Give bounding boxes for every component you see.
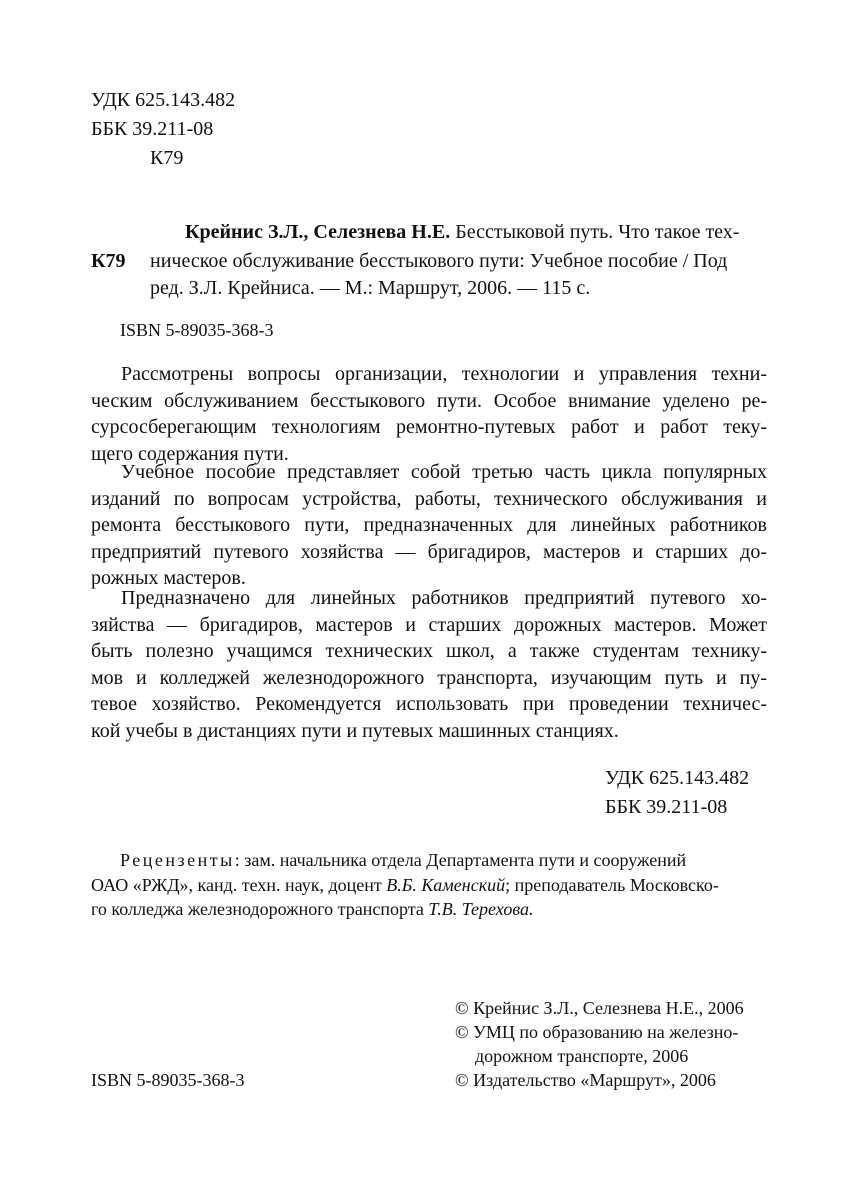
abstract-p1-line: ческим обслуживанием бесстыкового пути. Особое внимание уделено ре- xyxy=(91,389,767,412)
abstract-p3-line: зяйства — бригадиров, мастеров и старших дорожных мастеров. Может xyxy=(91,613,767,636)
udk-code: УДК 625.143.482 xyxy=(91,89,236,111)
abstract-p2-line: Учебное пособие представляет собой третью часть цикла популярных xyxy=(121,461,767,483)
abstract-paragraph-3 xyxy=(91,585,767,744)
bbk-code: ББК 39.211-08 xyxy=(91,118,214,140)
reviewer-name-1: В.Б. Каменский xyxy=(386,875,506,895)
abstract-paragraph-1 xyxy=(91,361,767,467)
abstract-paragraph-2 xyxy=(91,459,767,592)
abstract-p2-line: предприятий путевого хозяйства — бригадиров, мастеров и старших до- xyxy=(91,540,767,563)
reviewers-text-1: : зам. начальника отдела Департамента пути и сооружений xyxy=(234,850,687,870)
copyright-umc-line-1: © УМЦ по образованию на железно- xyxy=(455,1022,739,1042)
abstract-p1-line: Рассмотрены вопросы организации, технологии и управления техни- xyxy=(121,363,767,385)
bib-line-1 xyxy=(185,220,765,244)
abstract-p3-line: Предназначено для линейных работников предприятий путевого хо- xyxy=(121,587,767,609)
abstract-p1-line: сурсосберегающим технологиям ремонтно-путевых работ и работ теку- xyxy=(91,416,767,438)
reviewers-line-1 xyxy=(120,848,686,872)
bib-authors: Крейнис З.Л., Селезнева Н.Е. xyxy=(185,221,451,243)
reviewers-text-3a: го колледжа железнодорожного транспорта xyxy=(91,899,429,919)
isbn-bottom: ISBN 5-89035-368-3 xyxy=(91,1070,245,1090)
reviewers-line-2 xyxy=(91,873,719,897)
udk-code-right: УДК 625.143.482 xyxy=(605,767,750,789)
abstract-p2-line: ремонта бесстыкового пути, предназначенных для линейных работников xyxy=(91,514,767,536)
reviewers-text-2b: ; преподаватель Московско- xyxy=(505,875,719,895)
abstract-p2-line: изданий по вопросам устройства, работы, технического обслуживания и xyxy=(91,487,767,510)
bib-author-mark: К79 xyxy=(91,250,126,272)
reviewers-label: Рецензенты xyxy=(120,850,235,870)
abstract-p2-line: рожных мастеров. xyxy=(91,567,246,589)
bib-line-3: ред. З.Л. Крейниса. — М.: Маршрут, 2006. — 115 с. xyxy=(150,277,591,299)
reviewers-text-2a: ОАО «РЖД», канд. техн. наук, доцент xyxy=(91,875,387,895)
copyright-authors: © Крейнис З.Л., Селезнева Н.Е., 2006 xyxy=(455,998,744,1018)
bbk-code-right: ББК 39.211-08 xyxy=(605,796,728,818)
bib-line-2: ническое обслуживание бесстыкового пути: Учебное пособие / Под xyxy=(150,250,728,272)
copyright-umc-line-2: дорожном транспорте, 2006 xyxy=(475,1046,689,1066)
reviewers-line-3 xyxy=(91,897,534,921)
abstract-p3-line: мов и колледжей железнодорожного транспорта, изучающим путь и пу- xyxy=(91,666,767,689)
author-mark: К79 xyxy=(150,147,184,169)
reviewer-name-2: Т.В. Терехова. xyxy=(428,899,534,919)
abstract-p3-line: кой учебы в дистанциях пути и путевых машинных станциях. xyxy=(91,719,619,742)
copyright-publisher: © Издательство «Маршрут», 2006 xyxy=(455,1070,716,1090)
abstract-p3-line: тевое хозяйство. Рекомендуется использовать при проведении техничес- xyxy=(91,693,767,715)
abstract-p1-line: щего содержания пути. xyxy=(91,442,289,465)
bib-title-start: Бесстыковой путь. Что такое тех- xyxy=(450,221,740,243)
abstract-p3-line: быть полезно учащимся технических школ, а также студентам технику- xyxy=(91,640,767,662)
isbn-top: ISBN 5-89035-368-3 xyxy=(120,320,274,340)
